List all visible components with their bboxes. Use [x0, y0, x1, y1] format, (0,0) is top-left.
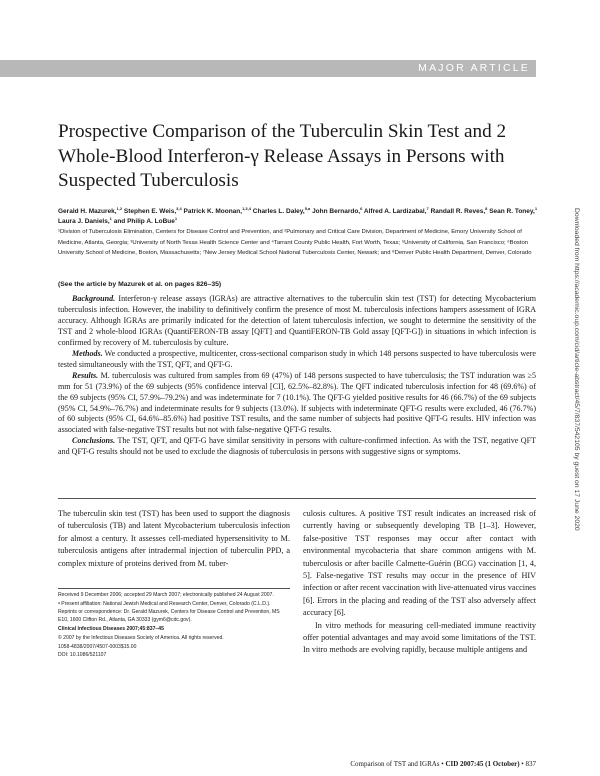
methods-label: Methods. — [72, 348, 103, 358]
author: Randall R. Reves,$^8$ — [430, 205, 488, 215]
author: John Bernardo,$^6$ — [312, 205, 363, 215]
major-article-band — [0, 60, 536, 77]
background-label: Background. — [72, 294, 116, 303]
doi-note: DOI: 10.1086/521107 — [58, 652, 107, 659]
issn-note: 1058-4838/2007/4507-0003$15.00 — [58, 643, 137, 650]
body-paragraph: In vitro methods for measuring cell-mediated immune reactivity offer potential advantages and may avoid some limitations of the TST. In vitro methods are evolving rapidly, because multiple antigens and — [303, 620, 536, 655]
reprints-note: Reprints or correspondence: Dr. Gerald Mazurek, Centers for Disease Control and Prevention, MS E10, 1600 Clifton Rd., Atlanta, GA 30333 (gym6@cdc.gov). — [58, 609, 280, 623]
see-also-note: (See the article by Mazurek et al. on pages 826–35) — [58, 281, 222, 288]
page-footer: Comparison of TST and IGRAs • CID 2007:45 (1 October) • 837 — [350, 760, 536, 768]
body-left-column — [58, 508, 290, 570]
results-label: Results. — [72, 370, 99, 380]
intro-paragraph: The tuberculin skin test (TST) has been used to support the diagnosis of tuberculosis (TB) and latent Mycobacterium tuberculosis infection for almost a century. It assesses cell-mediated hypersensitivity to M. tuberculosis antigens after intradermal injection of tuberculin PPD, a complex mixture of proteins derived from M. tuber- — [58, 509, 290, 568]
abstract-methods: Methods. We conducted a prospective, multicenter, cross-sectional comparison study in which 148 persons suspected to have tuberculosis were tested simultaneously with the TST, QFT, and QFT-G. — [58, 348, 536, 369]
footer-title: Comparison of TST and IGRAs — [350, 760, 440, 768]
download-watermark: Downloaded from https://academic.oup.com/cid/article-abstract/45/7/837/542105 by guest on 17 June 2020 — [573, 208, 580, 531]
abstract-results: Results. M. tuberculosis was cultured from samples from 69 (47%) of 148 persons suspected to have tuberculosis; the TST induration was ≥5 mm for 51 (73.9%) of the 69 subjects (95% confidence interval [CI], 62.5%–82.8%). The QFT indicated tuberculosis infection for 48 (69.6%) of the 69 subjects (95% CI, 57.9%–79.2%) and was indeterminate for 7 (10.1%). The QFT-G yielded positive results for 46 (66.7%) of the 69 subjects (95% CI, 54.9%–76.7%) and indeterminate results for 9 subjects (13.0%). If subjects with indeterminate QFT-G results were excluded, 46 (76.7%) of 60 subjects (95% CI, 64.6%–85.6%) had positive TST results, and the same number of subjects had positive QFT-G results. HIV infection was associated with false-negative TST results but not with false-negative QFT-G results. — [58, 370, 536, 435]
author: and Philip A. LoBue$^1$ — [113, 216, 178, 226]
author: Sean R. Toney,$^1$ — [489, 205, 538, 215]
abstract-conclusions: Conclusions. The TST, QFT, and QFT-G have similar sensitivity in persons with culture-confirmed infection. As with the TST, negative QFT and QFT-G results should not be used to exclude the diagnosis of tuberculosis in persons with suggestive signs or symptoms. — [58, 436, 536, 457]
author: Gerald H. Mazurek,$^{1,2}$ — [58, 205, 123, 215]
author: Laura J. Daniels,$^1$ — [58, 216, 112, 226]
author: Patrick K. Moonan,$^{1,3,4}$ — [183, 205, 251, 215]
abstract — [58, 294, 536, 458]
author-block — [58, 207, 538, 258]
major-article-label: MAJOR ARTICLE — [418, 62, 530, 74]
journal-citation: Clinical Infectious Diseases 2007;45:837–45 — [58, 626, 164, 633]
body-right-column — [303, 508, 536, 657]
author: Stephen E. Weis,$^{3,4}$ — [123, 205, 182, 215]
abstract-background: Background. Interferon-γ release assays (IGRAs) are attractive alternatives to the tuberculin skin test (TST) for detecting Mycobacterium tuberculosis infection. However, the inability to definitively confirm the presence of most M. tuberculosis infections hampers assessment of IGRA accuracy. Although IGRAs are primarily indicated for the detection of latent tuberculosis infection, we sought to determine the sensitivity of the TST and 2 whole-blood IGRAs (QuantiFERON-TB assay [QFT] and QuantiFERON-TB Gold assay [QFT-G]) in situations in which infection is confirmed by recovery of M. tuberculosis by culture. — [58, 294, 536, 347]
footer-citation: CID 2007:45 (1 October) — [445, 760, 520, 768]
page-number: 837 — [525, 760, 536, 768]
author: Charles L. Daley,$^{5,a}$ — [252, 205, 311, 215]
author-affiliations: ¹Division of Tuberculosis Elimination, Centers for Disease Control and Prevention, and ²Pulmonary and Critical Care Division, Department of Medicine, Emory University School of Medicine, Atlanta, Georgia; ³University of North Texas Health Science Center and ⁴Tarrant County Public Health, Fort Worth, Texas; ⁵University of California, San Francisco; ⁶Boston University School of Medicine, Boston, Massachusetts; ⁷New Jersey Medical School National Tuberculosis Center, Newark; and ⁸Denver Public Health Department, Denver, Colorado — [58, 229, 532, 256]
body-paragraph: culosis cultures. A positive TST result indicates an increased risk of currently having or subsequently developing TB [1–3]. However, false-positive TST responses may occur after contact with environmental mycobacteria that share common antigens with M. tuberculosis or after bacille Calmette-Guérin (BCG) vaccination [1, 4, 5]. False-negative TST results may occur in the presence of HIV infection or after recent vaccination with live-attenuated virus vaccines [6]. Errors in the placing and reading of the TST also adversely affect accuracy [6]. — [303, 509, 536, 618]
author: Alfred A. Lardizabal,$^7$ — [363, 205, 429, 215]
copyright-note: © 2007 by the Infectious Diseases Society of America. All rights reserved. — [58, 634, 224, 641]
affiliation-note: ᵃ Present affiliation: National Jewish Medical and Research Center, Denver, Colorado (C.L.D.). — [58, 600, 271, 607]
received-note: Received 9 December 2006; accepted 29 March 2007; electronically published 24 August 2007. — [58, 592, 274, 598]
conclusions-label: Conclusions. — [72, 436, 116, 446]
article-title: Prospective Comparison of the Tuberculin Skin Test and 2 Whole-Blood Interferon-γ Release Assays in Persons with Suspected Tuberculosis — [58, 121, 507, 191]
abstract-divider — [58, 498, 536, 499]
author-names — [58, 207, 538, 227]
footnotes — [58, 588, 290, 661]
